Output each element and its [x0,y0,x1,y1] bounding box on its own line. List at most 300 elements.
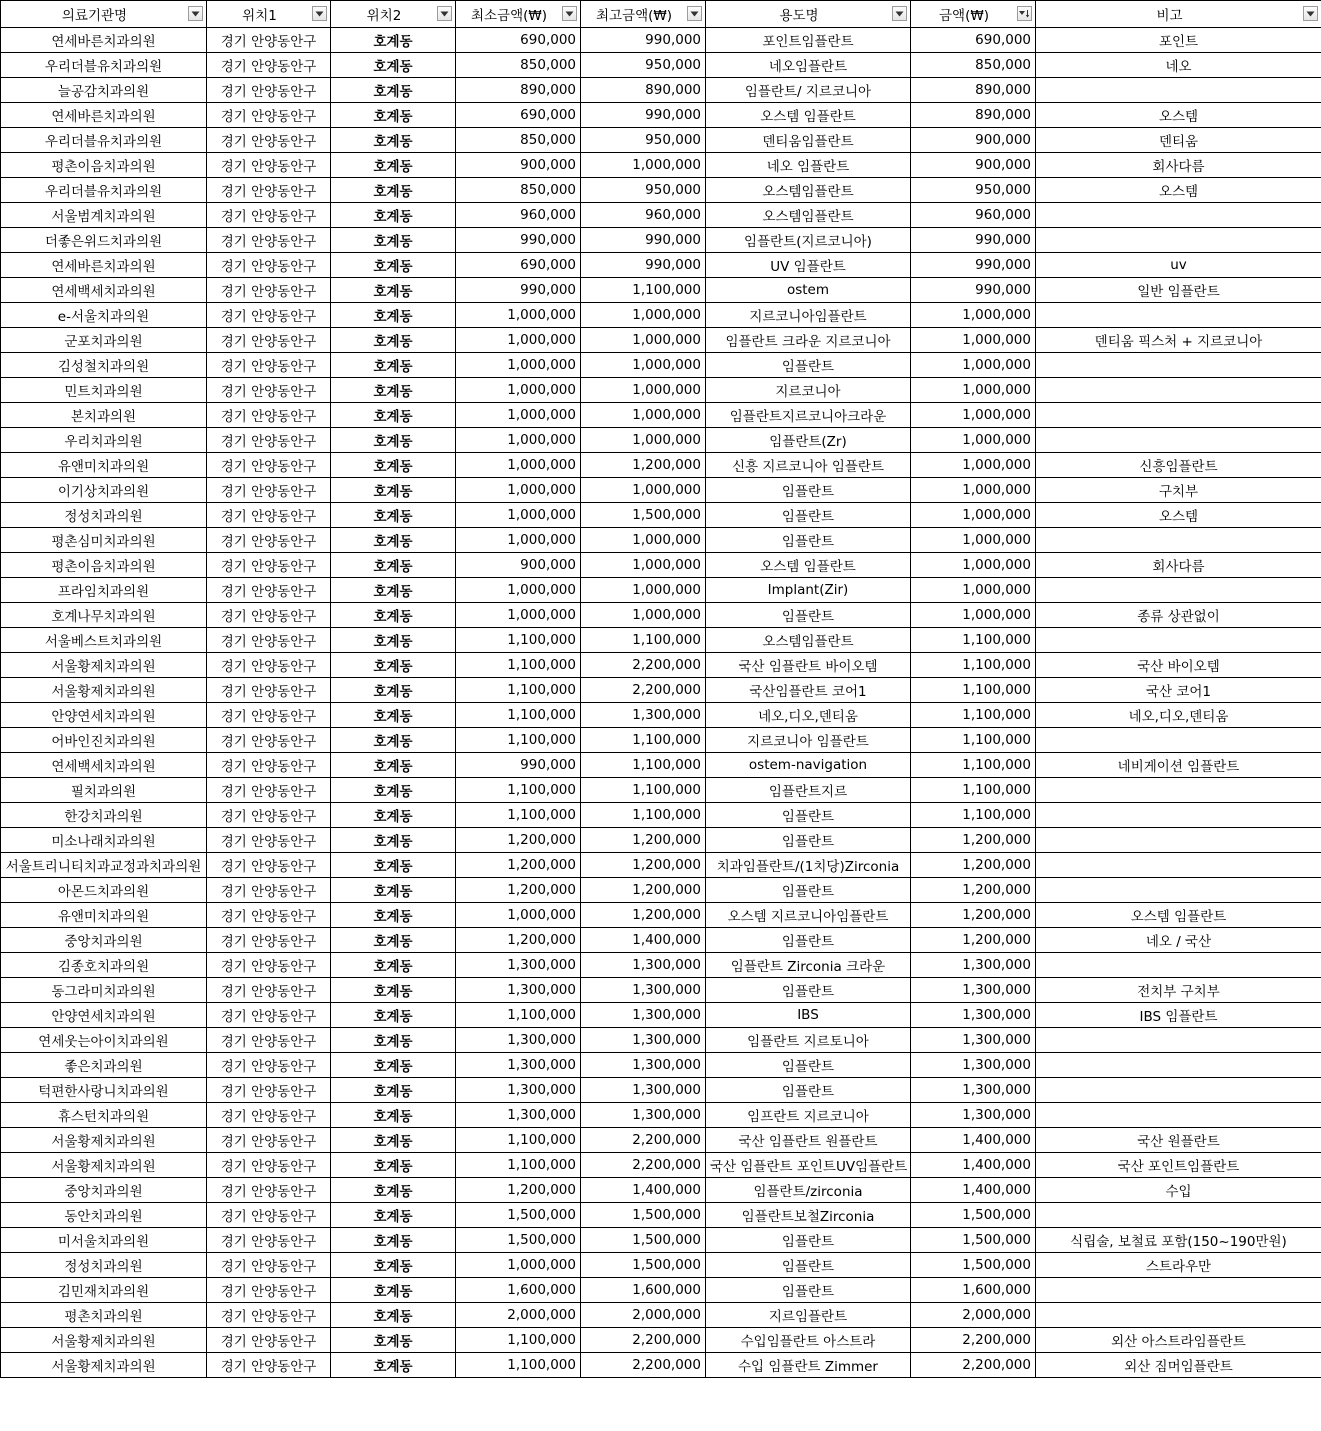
cell-max-price[interactable]: 1,500,000 [581,1253,706,1278]
cell-remarks[interactable]: uv [1036,253,1321,278]
cell-location2[interactable]: 호계동 [331,1278,456,1303]
cell-price[interactable]: 950,000 [911,178,1036,203]
cell-price[interactable]: 1,000,000 [911,553,1036,578]
cell-location1[interactable]: 경기 안양동안구 [207,678,331,703]
cell-max-price[interactable]: 1,000,000 [581,303,706,328]
cell-location1[interactable]: 경기 안양동안구 [207,353,331,378]
cell-price[interactable]: 1,300,000 [911,953,1036,978]
cell-location2[interactable]: 호계동 [331,178,456,203]
cell-institution[interactable]: 서울트리니티치과교정과치과의원 [1,853,207,878]
cell-max-price[interactable]: 1,500,000 [581,1203,706,1228]
cell-institution[interactable]: 연세바른치과의원 [1,28,207,53]
cell-purpose[interactable]: 임프란트 지르코니아 [706,1103,911,1128]
cell-max-price[interactable]: 890,000 [581,78,706,103]
cell-institution[interactable]: 우리더블유치과의원 [1,128,207,153]
cell-min-price[interactable]: 1,200,000 [456,928,581,953]
cell-min-price[interactable]: 1,100,000 [456,1128,581,1153]
cell-location1[interactable]: 경기 안양동안구 [207,953,331,978]
cell-price[interactable]: 1,100,000 [911,803,1036,828]
cell-purpose[interactable]: 임플란트 [706,828,911,853]
cell-location2[interactable]: 호계동 [331,753,456,778]
cell-institution[interactable]: 이기상치과의원 [1,478,207,503]
filter-dropdown-icon[interactable] [188,6,203,21]
cell-purpose[interactable]: 임플란트 [706,1278,911,1303]
cell-location1[interactable]: 경기 안양동안구 [207,228,331,253]
cell-min-price[interactable]: 1,100,000 [456,1328,581,1353]
cell-location2[interactable]: 호계동 [331,78,456,103]
cell-price[interactable]: 1,300,000 [911,1028,1036,1053]
cell-price[interactable]: 1,000,000 [911,503,1036,528]
cell-price[interactable]: 960,000 [911,203,1036,228]
cell-location1[interactable]: 경기 안양동안구 [207,903,331,928]
cell-min-price[interactable]: 1,100,000 [456,1003,581,1028]
cell-location2[interactable]: 호계동 [331,1203,456,1228]
cell-price[interactable]: 1,000,000 [911,403,1036,428]
cell-institution[interactable]: 유앤미치과의원 [1,903,207,928]
cell-location1[interactable]: 경기 안양동안구 [207,778,331,803]
cell-location1[interactable]: 경기 안양동안구 [207,453,331,478]
cell-remarks[interactable]: 덴티움 [1036,128,1321,153]
cell-price[interactable]: 2,200,000 [911,1328,1036,1353]
cell-remarks[interactable]: 회사다름 [1036,153,1321,178]
cell-max-price[interactable]: 2,200,000 [581,1128,706,1153]
cell-purpose[interactable]: 오스템 임플란트 [706,103,911,128]
cell-remarks[interactable]: 회사다름 [1036,553,1321,578]
cell-location1[interactable]: 경기 안양동안구 [207,1103,331,1128]
cell-purpose[interactable]: 지르임플란트 [706,1303,911,1328]
cell-location2[interactable]: 호계동 [331,278,456,303]
cell-remarks[interactable]: 외산 아스트라임플란트 [1036,1328,1321,1353]
cell-location1[interactable]: 경기 안양동안구 [207,53,331,78]
cell-min-price[interactable]: 1,000,000 [456,328,581,353]
cell-price[interactable]: 1,100,000 [911,778,1036,803]
cell-location1[interactable]: 경기 안양동안구 [207,603,331,628]
cell-purpose[interactable]: IBS [706,1003,911,1028]
cell-location2[interactable]: 호계동 [331,453,456,478]
cell-location2[interactable]: 호계동 [331,1303,456,1328]
cell-min-price[interactable]: 1,300,000 [456,978,581,1003]
cell-price[interactable]: 1,000,000 [911,328,1036,353]
cell-price[interactable]: 1,000,000 [911,603,1036,628]
cell-price[interactable]: 850,000 [911,53,1036,78]
cell-institution[interactable]: 중앙치과의원 [1,928,207,953]
cell-remarks[interactable]: 식립술, 보철료 포함(150~190만원) [1036,1228,1321,1253]
cell-location2[interactable]: 호계동 [331,678,456,703]
cell-location2[interactable]: 호계동 [331,1003,456,1028]
cell-remarks[interactable] [1036,728,1321,753]
cell-location1[interactable]: 경기 안양동안구 [207,178,331,203]
cell-location1[interactable]: 경기 안양동안구 [207,1353,331,1378]
cell-institution[interactable]: 서울황제치과의원 [1,1153,207,1178]
cell-location2[interactable]: 호계동 [331,1353,456,1378]
cell-location1[interactable]: 경기 안양동안구 [207,28,331,53]
cell-max-price[interactable]: 1,300,000 [581,953,706,978]
cell-max-price[interactable]: 1,000,000 [581,378,706,403]
cell-purpose[interactable]: 임플란트(지르코니아) [706,228,911,253]
cell-purpose[interactable]: 수입 임플란트 Zimmer [706,1353,911,1378]
cell-min-price[interactable]: 690,000 [456,253,581,278]
cell-price[interactable]: 1,100,000 [911,728,1036,753]
cell-min-price[interactable]: 1,100,000 [456,703,581,728]
cell-remarks[interactable]: 국산 바이오템 [1036,653,1321,678]
cell-institution[interactable]: 필치과의원 [1,778,207,803]
cell-max-price[interactable]: 990,000 [581,103,706,128]
cell-min-price[interactable]: 690,000 [456,28,581,53]
cell-price[interactable]: 1,000,000 [911,453,1036,478]
cell-purpose[interactable]: 임플란트 [706,978,911,1003]
cell-location2[interactable]: 호계동 [331,153,456,178]
cell-max-price[interactable]: 2,200,000 [581,653,706,678]
cell-remarks[interactable] [1036,353,1321,378]
cell-location1[interactable]: 경기 안양동안구 [207,253,331,278]
cell-location1[interactable]: 경기 안양동안구 [207,628,331,653]
cell-remarks[interactable]: 오스템 [1036,178,1321,203]
cell-location2[interactable]: 호계동 [331,778,456,803]
cell-location2[interactable]: 호계동 [331,53,456,78]
cell-location2[interactable]: 호계동 [331,553,456,578]
cell-remarks[interactable] [1036,1278,1321,1303]
cell-institution[interactable]: 늘공감치과의원 [1,78,207,103]
cell-remarks[interactable]: 일반 임플란트 [1036,278,1321,303]
cell-location2[interactable]: 호계동 [331,728,456,753]
cell-purpose[interactable]: 임플란트 [706,1253,911,1278]
cell-max-price[interactable]: 2,000,000 [581,1303,706,1328]
cell-institution[interactable]: 안양연세치과의원 [1,1003,207,1028]
cell-location2[interactable]: 호계동 [331,203,456,228]
cell-location1[interactable]: 경기 안양동안구 [207,1303,331,1328]
cell-location2[interactable]: 호계동 [331,1028,456,1053]
cell-price[interactable]: 900,000 [911,153,1036,178]
cell-min-price[interactable]: 1,200,000 [456,853,581,878]
cell-purpose[interactable]: 임플란트 [706,503,911,528]
cell-min-price[interactable]: 1,000,000 [456,503,581,528]
cell-institution[interactable]: 한강치과의원 [1,803,207,828]
cell-max-price[interactable]: 990,000 [581,28,706,53]
cell-institution[interactable]: 중앙치과의원 [1,1178,207,1203]
filter-dropdown-icon[interactable] [687,6,702,21]
cell-purpose[interactable]: 임플란트 Zirconia 크라운 [706,953,911,978]
cell-remarks[interactable]: 국산 코어1 [1036,678,1321,703]
cell-max-price[interactable]: 950,000 [581,178,706,203]
cell-institution[interactable]: 민트치과의원 [1,378,207,403]
cell-max-price[interactable]: 1,000,000 [581,153,706,178]
cell-institution[interactable]: 우리더블유치과의원 [1,178,207,203]
sort-filter-icon[interactable] [1017,6,1032,21]
cell-purpose[interactable]: 지르코니아임플란트 [706,303,911,328]
cell-location2[interactable]: 호계동 [331,403,456,428]
cell-purpose[interactable]: UV 임플란트 [706,253,911,278]
cell-min-price[interactable]: 1,100,000 [456,778,581,803]
cell-price[interactable]: 890,000 [911,78,1036,103]
cell-min-price[interactable]: 1,300,000 [456,1103,581,1128]
cell-purpose[interactable]: ostem-navigation [706,753,911,778]
cell-location1[interactable]: 경기 안양동안구 [207,853,331,878]
cell-remarks[interactable] [1036,303,1321,328]
cell-purpose[interactable]: 임플란트 [706,803,911,828]
cell-min-price[interactable]: 1,000,000 [456,903,581,928]
cell-price[interactable]: 1,100,000 [911,653,1036,678]
cell-location2[interactable]: 호계동 [331,603,456,628]
cell-max-price[interactable]: 1,200,000 [581,453,706,478]
cell-location1[interactable]: 경기 안양동안구 [207,578,331,603]
cell-location2[interactable]: 호계동 [331,1178,456,1203]
cell-price[interactable]: 1,000,000 [911,378,1036,403]
cell-remarks[interactable]: 국산 포인트임플란트 [1036,1153,1321,1178]
cell-max-price[interactable]: 1,100,000 [581,278,706,303]
cell-location1[interactable]: 경기 안양동안구 [207,153,331,178]
cell-purpose[interactable]: 임플란트 [706,603,911,628]
cell-max-price[interactable]: 2,200,000 [581,678,706,703]
cell-location1[interactable]: 경기 안양동안구 [207,1053,331,1078]
cell-price[interactable]: 2,200,000 [911,1353,1036,1378]
cell-purpose[interactable]: 오스템임플란트 [706,628,911,653]
cell-max-price[interactable]: 1,200,000 [581,828,706,853]
cell-location1[interactable]: 경기 안양동안구 [207,653,331,678]
cell-location1[interactable]: 경기 안양동안구 [207,203,331,228]
cell-max-price[interactable]: 1,000,000 [581,528,706,553]
cell-institution[interactable]: 휴스턴치과의원 [1,1103,207,1128]
cell-max-price[interactable]: 950,000 [581,128,706,153]
cell-min-price[interactable]: 1,000,000 [456,478,581,503]
cell-remarks[interactable] [1036,1053,1321,1078]
cell-max-price[interactable]: 1,300,000 [581,703,706,728]
cell-location2[interactable]: 호계동 [331,1128,456,1153]
cell-price[interactable]: 1,400,000 [911,1128,1036,1153]
cell-location2[interactable]: 호계동 [331,828,456,853]
filter-dropdown-icon[interactable] [437,6,452,21]
cell-remarks[interactable] [1036,203,1321,228]
cell-max-price[interactable]: 1,600,000 [581,1278,706,1303]
cell-location1[interactable]: 경기 안양동안구 [207,428,331,453]
cell-institution[interactable]: 서울범계치과의원 [1,203,207,228]
cell-min-price[interactable]: 2,000,000 [456,1303,581,1328]
cell-max-price[interactable]: 1,400,000 [581,1178,706,1203]
cell-location2[interactable]: 호계동 [331,303,456,328]
cell-institution[interactable]: 동그라미치과의원 [1,978,207,1003]
cell-min-price[interactable]: 1,200,000 [456,878,581,903]
cell-min-price[interactable]: 1,300,000 [456,1078,581,1103]
cell-purpose[interactable]: 오스템임플란트 [706,203,911,228]
cell-location2[interactable]: 호계동 [331,103,456,128]
cell-price[interactable]: 1,000,000 [911,303,1036,328]
cell-price[interactable]: 1,300,000 [911,1078,1036,1103]
cell-min-price[interactable]: 1,100,000 [456,1353,581,1378]
cell-institution[interactable]: 좋은치과의원 [1,1053,207,1078]
cell-remarks[interactable] [1036,78,1321,103]
cell-location2[interactable]: 호계동 [331,853,456,878]
cell-institution[interactable]: 서울황제치과의원 [1,1353,207,1378]
cell-min-price[interactable]: 850,000 [456,53,581,78]
cell-max-price[interactable]: 1,000,000 [581,428,706,453]
cell-purpose[interactable]: Implant(Zir) [706,578,911,603]
cell-min-price[interactable]: 1,100,000 [456,628,581,653]
cell-location2[interactable]: 호계동 [331,628,456,653]
cell-purpose[interactable]: 임플란트 [706,1228,911,1253]
cell-location2[interactable]: 호계동 [331,903,456,928]
cell-institution[interactable]: 서울황제치과의원 [1,1128,207,1153]
cell-location2[interactable]: 호계동 [331,28,456,53]
cell-min-price[interactable]: 900,000 [456,553,581,578]
cell-price[interactable]: 1,000,000 [911,528,1036,553]
cell-purpose[interactable]: 포인트임플란트 [706,28,911,53]
cell-location2[interactable]: 호계동 [331,703,456,728]
cell-max-price[interactable]: 1,300,000 [581,1003,706,1028]
cell-price[interactable]: 1,400,000 [911,1178,1036,1203]
cell-institution[interactable]: 서울베스트치과의원 [1,628,207,653]
cell-institution[interactable]: 김성철치과의원 [1,353,207,378]
cell-min-price[interactable]: 1,000,000 [456,578,581,603]
cell-price[interactable]: 1,600,000 [911,1278,1036,1303]
cell-location2[interactable]: 호계동 [331,1228,456,1253]
cell-purpose[interactable]: 임플란트/zirconia [706,1178,911,1203]
cell-min-price[interactable]: 1,500,000 [456,1203,581,1228]
cell-location2[interactable]: 호계동 [331,803,456,828]
cell-remarks[interactable] [1036,228,1321,253]
cell-remarks[interactable] [1036,1103,1321,1128]
cell-price[interactable]: 890,000 [911,103,1036,128]
cell-min-price[interactable]: 1,000,000 [456,303,581,328]
cell-institution[interactable]: 턱편한사랑니치과의원 [1,1078,207,1103]
cell-remarks[interactable] [1036,378,1321,403]
cell-location1[interactable]: 경기 안양동안구 [207,1178,331,1203]
cell-location2[interactable]: 호계동 [331,953,456,978]
cell-purpose[interactable]: 네오임플란트 [706,53,911,78]
filter-dropdown-icon[interactable] [892,6,907,21]
cell-price[interactable]: 1,100,000 [911,628,1036,653]
cell-purpose[interactable]: 신흥 지르코니아 임플란트 [706,453,911,478]
cell-remarks[interactable] [1036,828,1321,853]
cell-max-price[interactable]: 1,100,000 [581,803,706,828]
cell-location2[interactable]: 호계동 [331,478,456,503]
cell-remarks[interactable]: 포인트 [1036,28,1321,53]
cell-institution[interactable]: 연세백세치과의원 [1,753,207,778]
cell-location2[interactable]: 호계동 [331,503,456,528]
cell-min-price[interactable]: 690,000 [456,103,581,128]
cell-institution[interactable]: 평촌심미치과의원 [1,528,207,553]
cell-location1[interactable]: 경기 안양동안구 [207,553,331,578]
cell-max-price[interactable]: 1,000,000 [581,353,706,378]
cell-price[interactable]: 1,500,000 [911,1203,1036,1228]
cell-location1[interactable]: 경기 안양동안구 [207,803,331,828]
cell-location1[interactable]: 경기 안양동안구 [207,78,331,103]
cell-remarks[interactable]: 오스템 [1036,103,1321,128]
cell-max-price[interactable]: 1,300,000 [581,1053,706,1078]
cell-location1[interactable]: 경기 안양동안구 [207,1128,331,1153]
cell-min-price[interactable]: 1,000,000 [456,403,581,428]
cell-remarks[interactable]: 수입 [1036,1178,1321,1203]
cell-min-price[interactable]: 1,300,000 [456,1028,581,1053]
cell-location1[interactable]: 경기 안양동안구 [207,1253,331,1278]
cell-min-price[interactable]: 990,000 [456,278,581,303]
cell-price[interactable]: 1,500,000 [911,1228,1036,1253]
cell-location1[interactable]: 경기 안양동안구 [207,278,331,303]
cell-purpose[interactable]: 오스템 임플란트 [706,553,911,578]
cell-location1[interactable]: 경기 안양동안구 [207,1078,331,1103]
cell-remarks[interactable]: 외산 짐머임플란트 [1036,1353,1321,1378]
cell-remarks[interactable]: 네오 / 국산 [1036,928,1321,953]
cell-institution[interactable]: 아몬드치과의원 [1,878,207,903]
cell-location2[interactable]: 호계동 [331,528,456,553]
cell-price[interactable]: 1,000,000 [911,353,1036,378]
cell-institution[interactable]: 평촌이음치과의원 [1,553,207,578]
cell-max-price[interactable]: 990,000 [581,253,706,278]
cell-min-price[interactable]: 990,000 [456,228,581,253]
filter-dropdown-icon[interactable] [1303,6,1318,21]
cell-location1[interactable]: 경기 안양동안구 [207,1028,331,1053]
cell-location1[interactable]: 경기 안양동안구 [207,103,331,128]
cell-purpose[interactable]: 지르코니아 임플란트 [706,728,911,753]
cell-purpose[interactable]: 국산 임플란트 바이오템 [706,653,911,678]
cell-max-price[interactable]: 950,000 [581,53,706,78]
cell-min-price[interactable]: 1,000,000 [456,428,581,453]
cell-min-price[interactable]: 1,000,000 [456,603,581,628]
cell-location1[interactable]: 경기 안양동안구 [207,1328,331,1353]
cell-purpose[interactable]: 임플란트지르코니아크라운 [706,403,911,428]
cell-min-price[interactable]: 990,000 [456,753,581,778]
cell-max-price[interactable]: 1,100,000 [581,778,706,803]
cell-max-price[interactable]: 1,000,000 [581,578,706,603]
cell-purpose[interactable]: 수입임플란트 아스트라 [706,1328,911,1353]
cell-price[interactable]: 1,200,000 [911,878,1036,903]
cell-purpose[interactable]: 임플란트지르 [706,778,911,803]
cell-location1[interactable]: 경기 안양동안구 [207,928,331,953]
cell-institution[interactable]: 정성치과의원 [1,503,207,528]
cell-max-price[interactable]: 2,200,000 [581,1328,706,1353]
cell-location1[interactable]: 경기 안양동안구 [207,1003,331,1028]
cell-purpose[interactable]: 국산임플란트 코어1 [706,678,911,703]
cell-location2[interactable]: 호계동 [331,1153,456,1178]
cell-purpose[interactable]: 지르코니아 [706,378,911,403]
cell-institution[interactable]: 더좋은위드치과의원 [1,228,207,253]
cell-max-price[interactable]: 1,100,000 [581,753,706,778]
cell-institution[interactable]: 평촌이음치과의원 [1,153,207,178]
cell-price[interactable]: 1,200,000 [911,853,1036,878]
cell-remarks[interactable] [1036,403,1321,428]
cell-institution[interactable]: 우리치과의원 [1,428,207,453]
cell-location1[interactable]: 경기 안양동안구 [207,328,331,353]
cell-max-price[interactable]: 1,000,000 [581,603,706,628]
cell-max-price[interactable]: 990,000 [581,228,706,253]
cell-max-price[interactable]: 1,400,000 [581,928,706,953]
cell-min-price[interactable]: 1,200,000 [456,1178,581,1203]
cell-remarks[interactable] [1036,1028,1321,1053]
cell-price[interactable]: 1,000,000 [911,578,1036,603]
cell-purpose[interactable]: 임플란트 [706,353,911,378]
cell-price[interactable]: 1,100,000 [911,678,1036,703]
cell-remarks[interactable]: 네오 [1036,53,1321,78]
cell-location1[interactable]: 경기 안양동안구 [207,1153,331,1178]
cell-institution[interactable]: 유앤미치과의원 [1,453,207,478]
cell-location2[interactable]: 호계동 [331,578,456,603]
cell-max-price[interactable]: 2,200,000 [581,1153,706,1178]
cell-location2[interactable]: 호계동 [331,1053,456,1078]
cell-institution[interactable]: 연세바른치과의원 [1,253,207,278]
cell-purpose[interactable]: 덴티움임플란트 [706,128,911,153]
cell-min-price[interactable]: 1,000,000 [456,353,581,378]
cell-remarks[interactable]: 오스템 임플란트 [1036,903,1321,928]
cell-purpose[interactable]: ostem [706,278,911,303]
cell-min-price[interactable]: 1,600,000 [456,1278,581,1303]
cell-location1[interactable]: 경기 안양동안구 [207,378,331,403]
cell-institution[interactable]: 안양연세치과의원 [1,703,207,728]
cell-price[interactable]: 990,000 [911,228,1036,253]
cell-remarks[interactable]: 신흥임플란트 [1036,453,1321,478]
cell-purpose[interactable]: 오스템임플란트 [706,178,911,203]
cell-location2[interactable]: 호계동 [331,878,456,903]
cell-institution[interactable]: 동안치과의원 [1,1203,207,1228]
cell-location2[interactable]: 호계동 [331,1078,456,1103]
cell-min-price[interactable]: 960,000 [456,203,581,228]
